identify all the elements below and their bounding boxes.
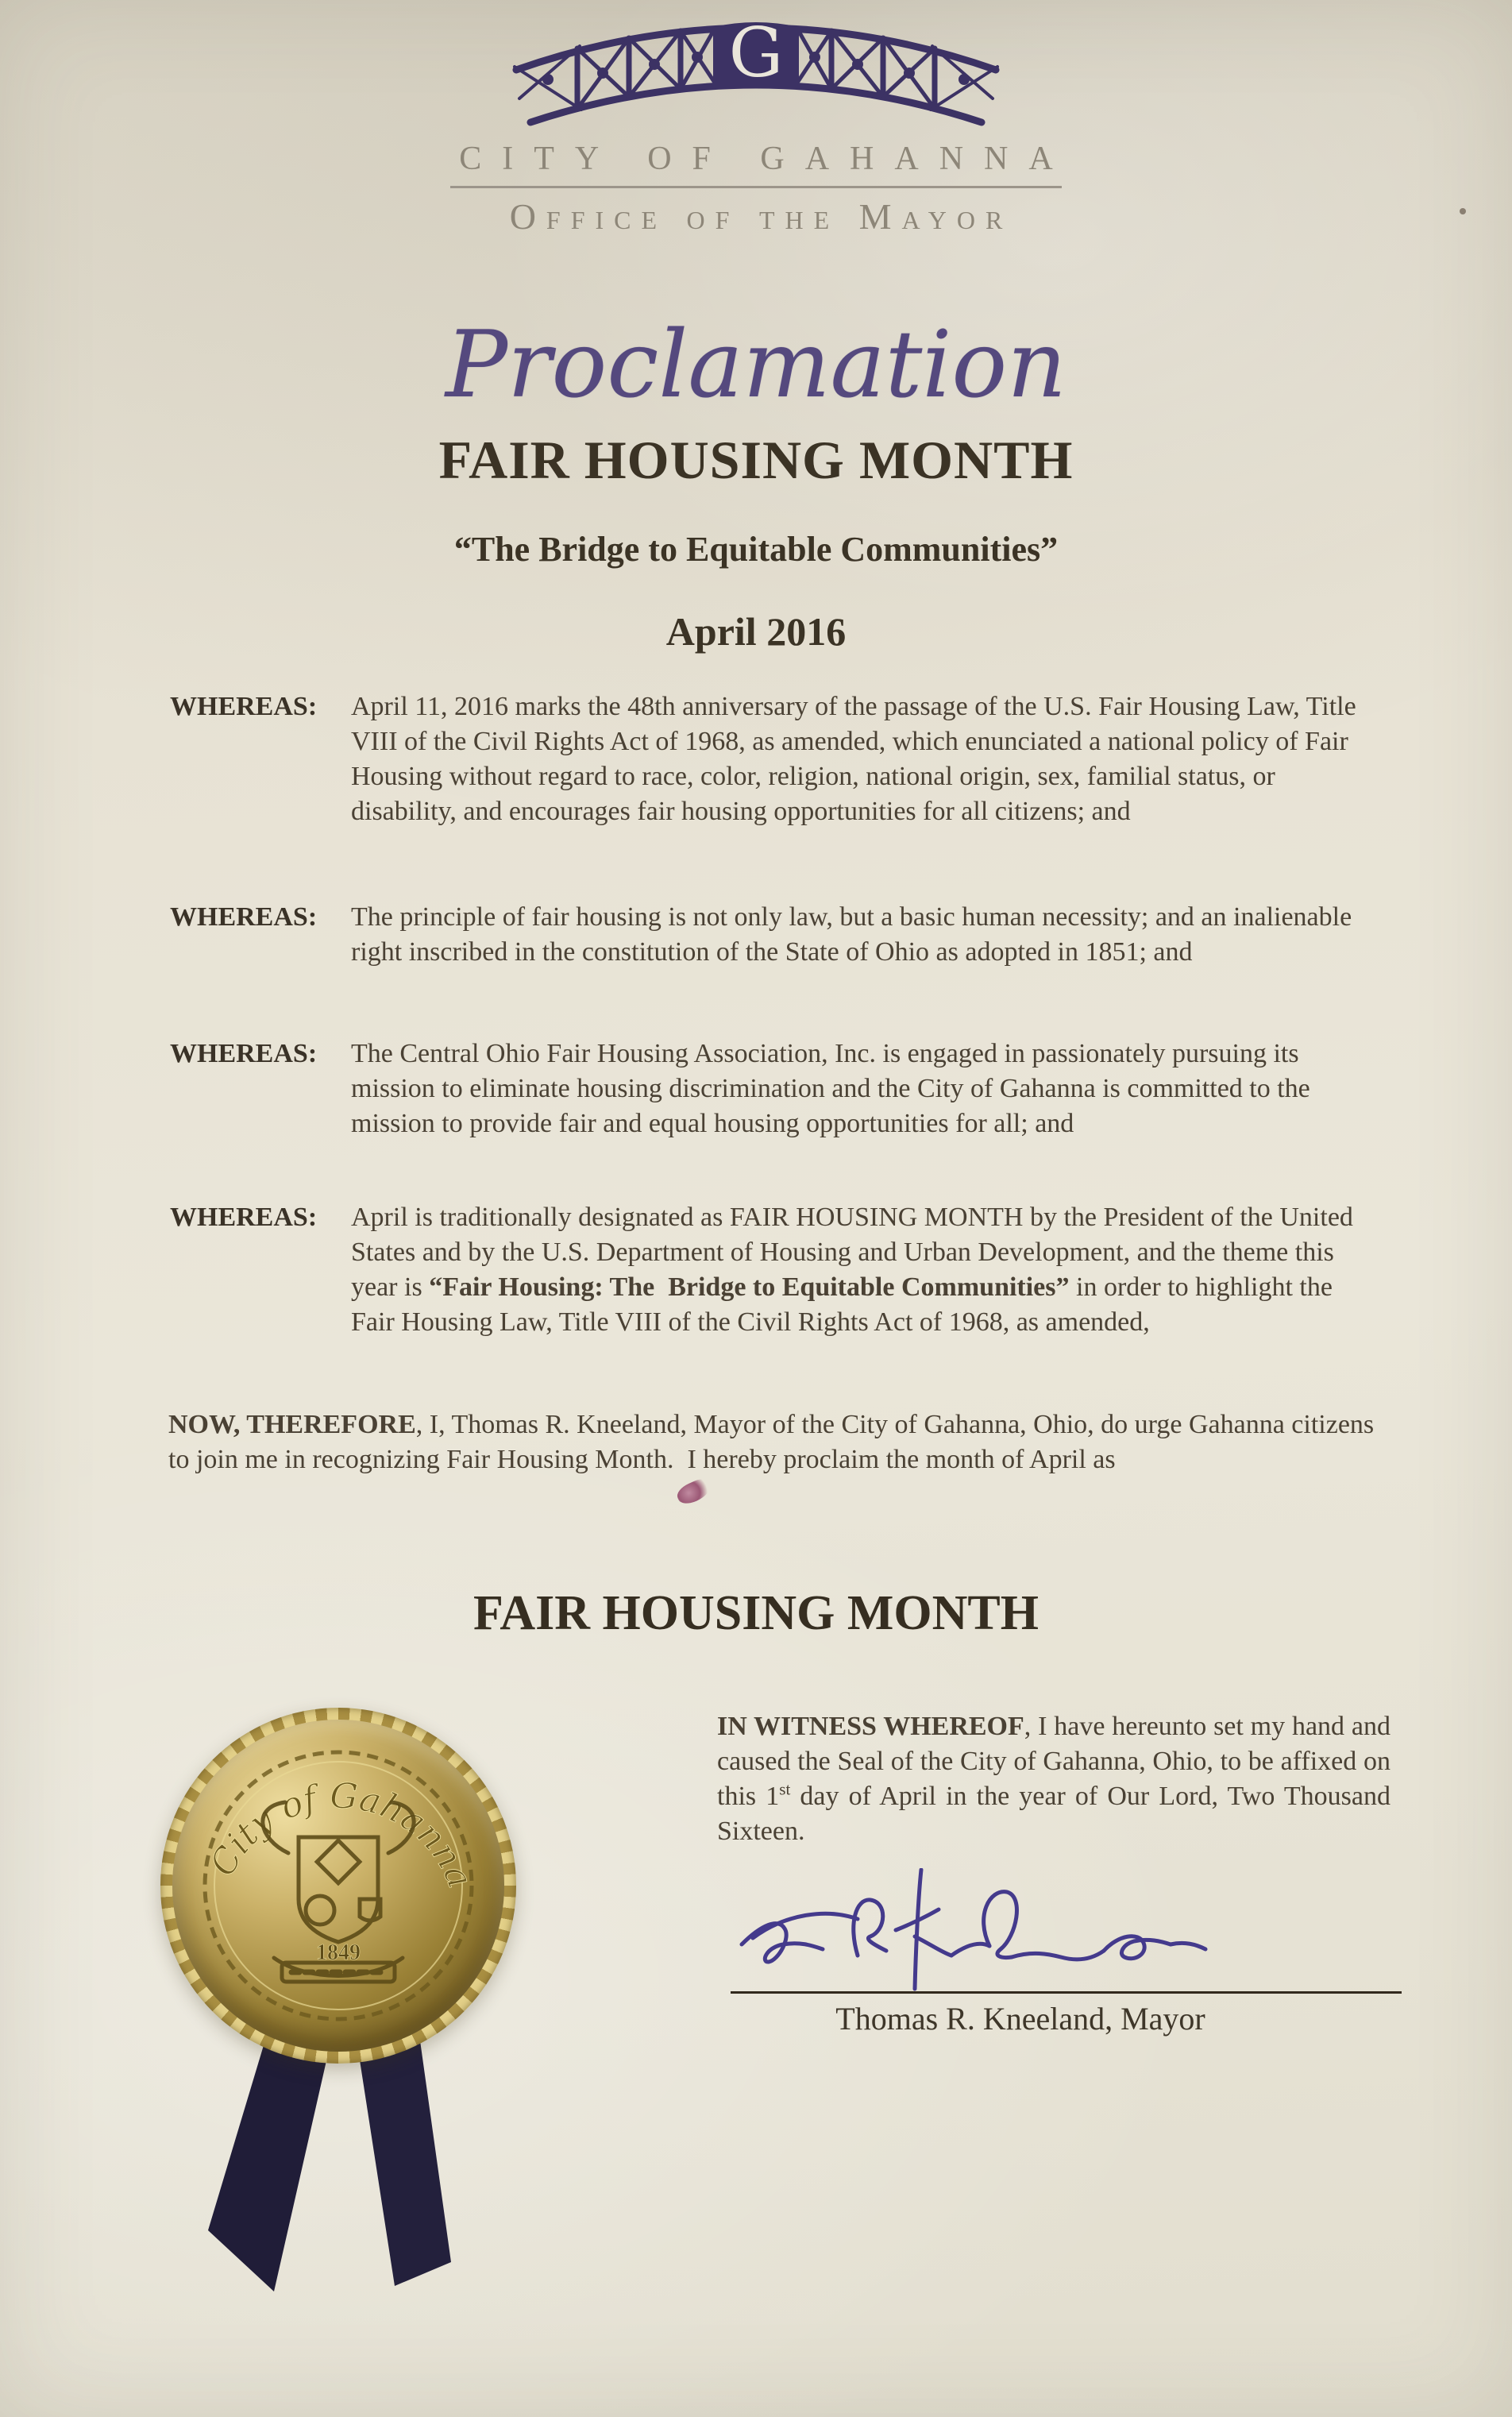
whereas-label: WHEREAS: (170, 902, 318, 932)
proclaimed-month-heading: FAIR HOUSING MONTH (473, 1586, 1039, 1640)
ink-smudge-mark (674, 1476, 714, 1508)
whereas-text: The Central Ohio Fair Housing Association, Inc. is engaged in passionately pursuing its mission to eliminate housing discrimination and the City of Gahanna is committed to the mission to provide fair and equal housing opportunities for all; and (351, 1039, 1310, 1138)
fair-housing-month-title: FAIR HOUSING MONTH (438, 430, 1074, 490)
whereas-label: WHEREAS: (170, 1039, 318, 1068)
signature-line (731, 1991, 1402, 1994)
whereas-clause-1 (170, 689, 1366, 829)
proclamation-script-title: Proclamation (446, 311, 1066, 419)
seal-year: 1849 (316, 1940, 361, 1965)
witness-clause: IN WITNESS WHEREOF, I have hereunto set my hand and caused the Seal of the City of Gahanna, Ohio, to be affixed on this 1st day of April in the year of Our Lord, Two Thousand Sixteen. (717, 1712, 1390, 1846)
whereas-text: April is traditionally designated as FAIR HOUSING MONTH by the President of the United States and by the U.S. Department of Housing and Urban Development, and the theme this year is “Fair Housing: The Bridge to Equitable Communities” in order to highlight the Fair Housing Law, Title VIII of the Civil Rights Act of 1968, as amended, (351, 1203, 1353, 1337)
seal-arc-text: City of Gahanna (202, 1775, 480, 1894)
theme-subtitle: “The Bridge to Equitable Communities” (453, 530, 1059, 569)
whereas-clause-2 (170, 900, 1366, 970)
office-of-the-mayor-line: Office of the Mayor (509, 196, 1013, 237)
whereas-label: WHEREAS: (170, 692, 318, 721)
whereas-clause-3 (170, 1037, 1366, 1141)
signer-name-line: Thomas R. Kneeland, Mayor (835, 2001, 1205, 2037)
mayor-signature (737, 1868, 1245, 2007)
gahanna-bridge-logo (510, 3, 1002, 146)
city-of-gahanna-line: CITY OF GAHANNA (459, 141, 1074, 177)
header-divider (450, 186, 1062, 188)
logo-letter: G (728, 14, 784, 93)
whereas-text: The principle of fair housing is not only law, but a basic human necessity; and an inalienable right inscribed in the constitution of the State of Ohio as adopted in 1851; and (351, 902, 1352, 967)
whereas-label: WHEREAS: (170, 1203, 318, 1232)
paper-speck (1460, 208, 1466, 214)
seal-face (172, 1720, 504, 2052)
city-seal (160, 1708, 516, 2064)
date-subtitle: April 2016 (665, 609, 847, 654)
whereas-text: April 11, 2016 marks the 48th anniversary of the passage of the U.S. Fair Housing Law, Title VIII of the Civil Rights Act of 1968, as amended, which enunciated a national policy of Fair Housing without regard to race, color, religion, national origin, sex, familial status, or disability, and encourages fair housing opportunities for all citizens; and (351, 692, 1356, 826)
whereas-clause-4 (170, 1200, 1366, 1340)
now-therefore-clause: NOW, THEREFORE, I, Thomas R. Kneeland, Mayor of the City of Gahanna, Ohio, do urge Gahanna citizens to join me in recognizing Fair Housing Month. I hereby proclaim the month of April as (168, 1410, 1375, 1474)
